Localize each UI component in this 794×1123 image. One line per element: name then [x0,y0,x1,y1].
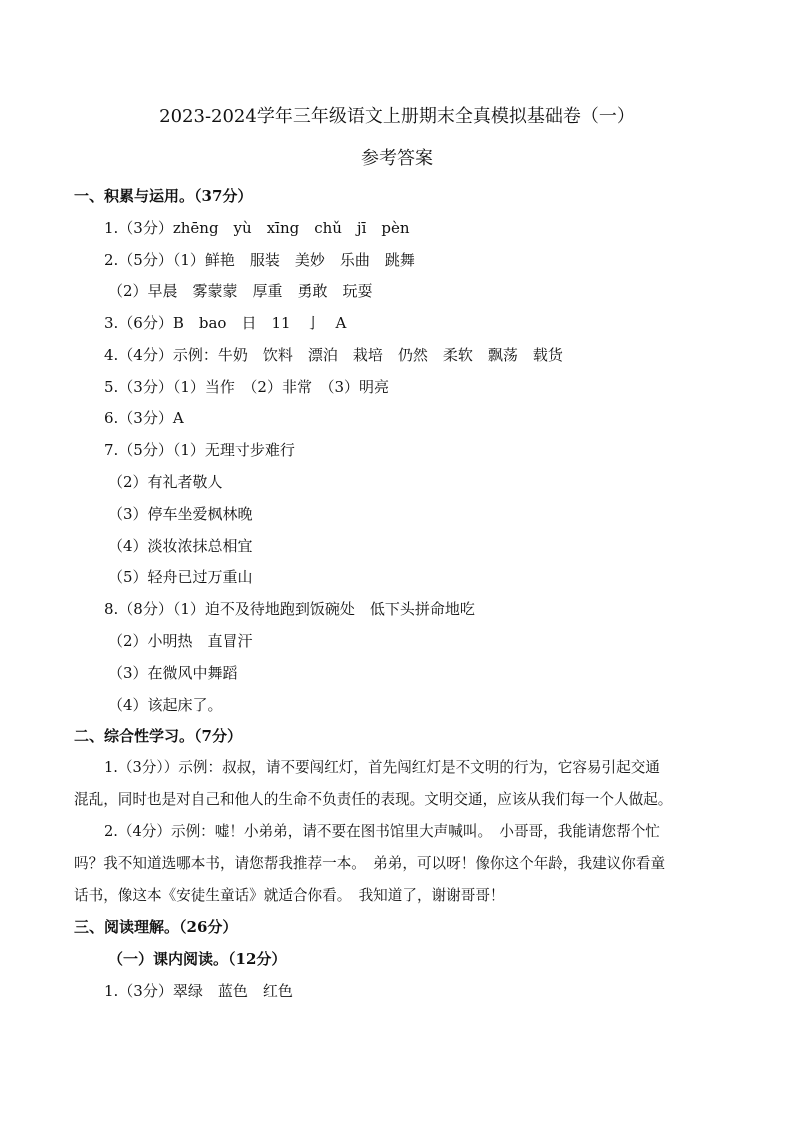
answer-line: 6.（3分）A [104,409,184,427]
answer-line: （3）在微风中舞蹈 [108,664,238,682]
answer-line: 8.（8分）（1）迫不及待地跑到饭碗处 低下头拼命地吃 [104,600,475,618]
answer-line: 7.（5分）（1）无理寸步难行 [104,441,295,459]
section-heading: 二、综合性学习。（7分） [74,727,242,745]
answer-paragraph-line: 吗？我不知道选哪本书，请您帮我推荐一本。 弟弟，可以呀！像你这个年龄，我建议你看童 [74,855,666,872]
answer-paragraph-line: 话书，像这本《安徒生童话》就适合你看。 我知道了，谢谢哥哥！ [74,887,505,904]
answer-line: （3）停车坐爱枫林晚 [108,505,253,523]
answer-line: 2.（5分）（1）鲜艳 服装 美妙 乐曲 跳舞 [104,251,415,269]
answer-line: 1.（3分）zhēng yù xīng chǔ jī pèn [104,219,410,237]
answer-line: （2）小明热 直冒汗 [108,632,253,650]
answer-paragraph-line: 1.（3分））示例：叔叔，请不要闯红灯，首先闯红灯是不文明的行为，它容易引起交通 [104,759,660,776]
answer-line: （4）该起床了。 [108,696,223,714]
answer-line: （2）有礼者敬人 [108,473,223,491]
answer-line: 1.（3分）翠绿 蓝色 红色 [104,982,293,1000]
answer-line: 3.（6分）B bao 日 11 亅 A [104,314,347,332]
section-heading: 三、阅读理解。（26分） [74,918,238,936]
document-title: 2023-2024学年三年级语文上册期末全真模拟基础卷（一） [159,106,635,127]
document-subtitle: 参考答案 [361,148,433,169]
answer-line: 4.（4分）示例：牛奶 饮料 漂泊 栽培 仍然 柔软 飘荡 载货 [104,346,563,364]
answer-line: （5）轻舟已过万重山 [108,568,253,586]
answer-paragraph-line: 2.（4分）示例：嘘！小弟弟，请不要在图书馆里大声喊叫。 小哥哥，我能请您帮个忙 [104,823,660,840]
answer-line: 5.（3分）（1）当作 （2）非常 （3）明亮 [104,378,389,396]
answer-line: （2）早晨 雾蒙蒙 厚重 勇敢 玩耍 [108,282,373,300]
sub-section-heading: （一）课内阅读。（12分） [108,950,287,968]
section-heading: 一、积累与运用。（37分） [74,187,253,205]
answer-line: （4）淡妆浓抹总相宜 [108,537,253,555]
answer-paragraph-line: 混乱，同时也是对自己和他人的生命不负责任的表现。文明交通，应该从我们每一个人做起。 [74,791,673,808]
